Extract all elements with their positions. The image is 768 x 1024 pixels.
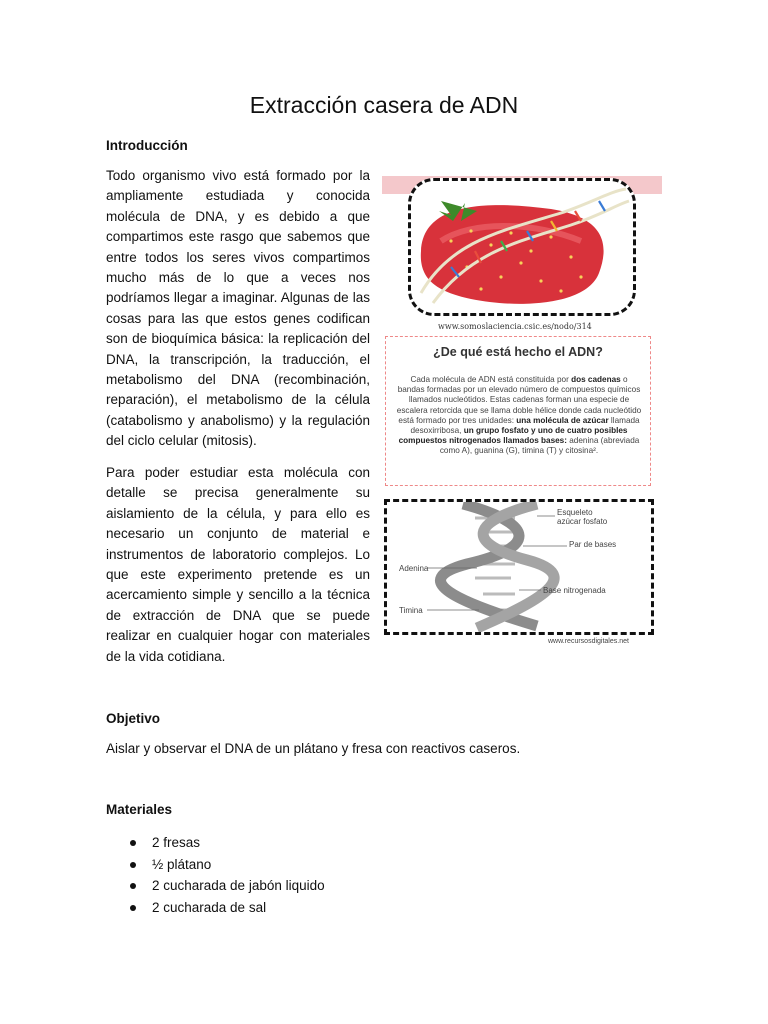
bullet-icon — [130, 905, 136, 911]
intro-paragraph-2: Para poder estudiar esta molécula con detalle se precisa generalmente su aislamiento de la célula, y para ello es necesario un conjunto de material e instrumentos de laboratorio complejos. Lo que este experimento pretende es un acercamiento simple y sencillo a la técnica de extracción de DNA que se puede realizar en cualquier hogar con materiales de la vida cotidiana. — [106, 465, 370, 664]
bullet-icon — [130, 883, 136, 889]
list-item — [106, 897, 325, 919]
document-title: Extracción casera de ADN — [249, 92, 519, 118]
label-nitrogen-base: Base nitrogenada — [543, 586, 606, 595]
dna-helix-figure — [384, 499, 654, 635]
material-label: 2 cucharada de sal — [152, 900, 267, 916]
material-label: 2 fresas — [152, 835, 201, 850]
objective-heading: Objetivo — [106, 711, 161, 726]
bullet-icon — [130, 840, 136, 846]
strawberry-frame — [408, 178, 636, 316]
list-item — [106, 832, 325, 854]
bullet-icon — [130, 862, 136, 868]
adn-box-text: Cada molécula de ADN está constituida por dos cadenas o bandas formadas por un elevado número de compuestos químicos llamados nucleótidos. Estas cadenas forman una especie de escalera retorcida que se llama doble hélice donde cada nucleótido está formado por tres unidades: una molécula de azúcar llamada desoxirribosa, un grupo fosfato y uno de cuatro posibles compuestos nitrogenados llamados bases: adenina (abreviada como A), guanina (G), timina (T) y citosina². — [396, 375, 642, 456]
adn-box-title: ¿De qué está hecho el ADN? — [433, 345, 603, 359]
strawberry-dna-illustration — [411, 181, 633, 313]
materials-list — [106, 832, 325, 919]
material-label: ½ plátano — [152, 856, 212, 872]
label-base-pairs: Par de bases — [569, 540, 617, 549]
label-backbone: Esqueleto azúcar fosfato — [557, 508, 608, 526]
helix-caption: www.recursosdigitales.net — [548, 638, 629, 645]
adn-info-box — [385, 336, 651, 486]
strawberry-caption: www.somoslaciencia.csic.es/nodo/314 — [438, 322, 592, 331]
materials-heading: Materiales — [106, 802, 173, 817]
material-label: 2 cucharada de jabón liquido — [152, 878, 325, 894]
list-item — [106, 875, 325, 897]
label-thymine: Timina — [399, 606, 423, 615]
intro-heading: Introducción — [106, 138, 188, 153]
objective-text: Aislar y observar el DNA de un plátano y fresa con reactivos caseros. — [106, 741, 521, 756]
label-adenine: Adenina — [399, 564, 429, 573]
list-item — [106, 854, 325, 876]
intro-paragraph-1: Todo organismo vivo está formado por la ampliamente estudiada y conocida molécula de DNA, y es debido a que compartimos este rasgo que sabemos que entre todos los seres vivos compartimos mucho más de lo que a veces nos podríamos llegar a imaginar. Algunas de las cosas para las que estos genes codifican son de bioquímica básica: la replicación del DNA, la transcripción, la traducción, el metabolismo del DNA (recombinación, reparación), el metabolismo de la célula (catabolismo y anabolismo) y la regulación del ciclo celular (mitosis). — [106, 168, 370, 449]
strawberry-figure — [382, 172, 662, 334]
